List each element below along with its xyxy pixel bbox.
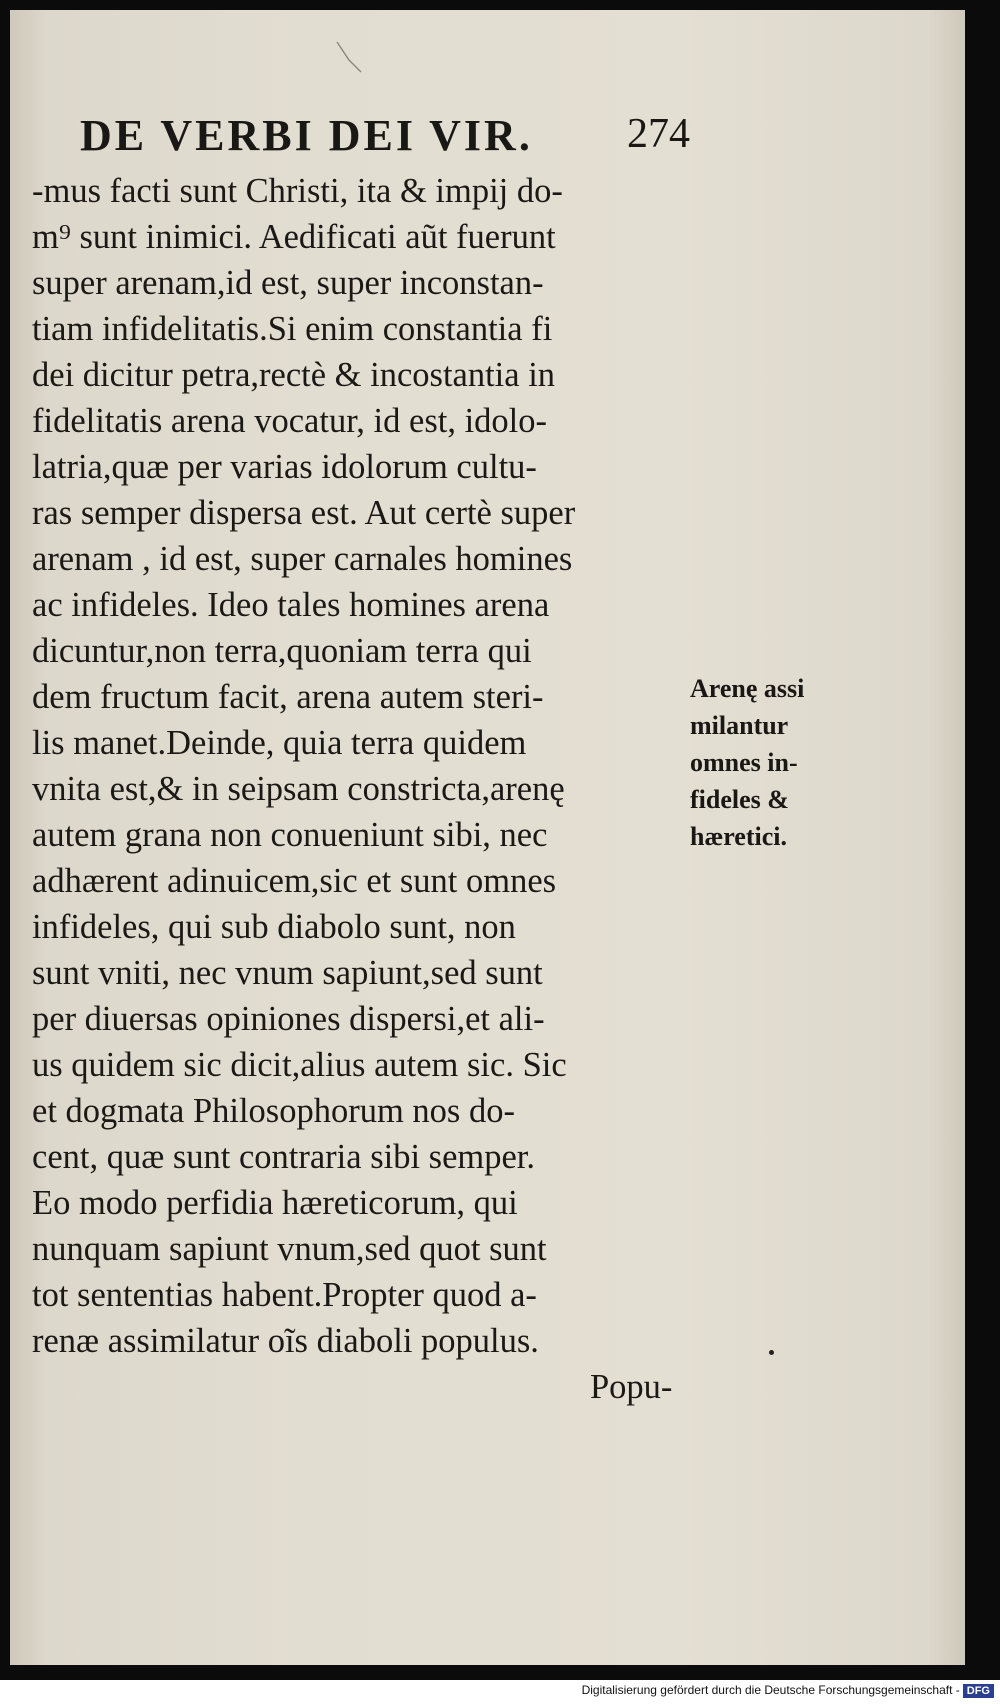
text-line: ac infideles. Ideo tales homines arena [32,586,550,624]
text-line: fidelitatis arena vocatur, id est, idolo- [32,402,547,440]
page-number: 274 [627,111,690,157]
marginal-note-line: Arenę assi [690,674,805,703]
page-header [70,110,690,170]
text-line: cent, quæ sunt contraria sibi semper. [32,1138,536,1176]
text-line: tiam infidelitatis.Si enim constantia fi [32,310,553,348]
text-line: dem fructum facit, arena autem steri- [32,678,544,716]
text-line: Eo modo perfidia hæreticorum, qui [32,1184,518,1222]
text-line: autem grana non conueniunt sibi, nec [32,816,548,854]
text-line: per diuersas opiniones dispersi,et ali- [32,1000,545,1038]
ink-speck [769,1350,774,1355]
text-line: -mus facti sunt Christi, ita & impij do- [32,172,563,210]
text-line: dicuntur,non terra,quoniam terra qui [32,632,532,670]
text-line: tot sententias habent.Propter quod a- [32,1276,537,1314]
text-line: renæ assimilatur oĩs diaboli populus. [32,1322,539,1360]
paper-crease [335,40,375,75]
credit-text: Digitalisierung gefördert durch die Deutsche Forschungsgemeinschaft - [581,1683,960,1697]
marginal-note-line: omnes in- [690,748,798,777]
text-line: nunquam sapiunt vnum,sed quot sunt [32,1230,547,1268]
text-line: ras semper dispersa est. Aut certè super [32,494,576,532]
book-page [10,10,965,1665]
text-line: m⁹ sunt inimici. Aedificati aũt fuerunt [32,218,556,256]
text-line: sunt vniti, nec vnum sapiunt,sed sunt [32,954,543,992]
text-line: lis manet.Deinde, quia terra quidem [32,724,527,762]
marginal-note [690,670,860,855]
marginal-note-line: milantur [690,711,789,740]
text-line: super arenam,id est, super inconstan- [32,264,544,302]
text-line: latria,quæ per varias idolorum cultu- [32,448,537,486]
running-title: DE VERBI DEI VIR. [80,111,533,160]
digitization-credit [582,1683,994,1698]
catchword: Popu- [590,1368,673,1406]
text-line: arenam , id est, super carnales homines [32,540,573,578]
dfg-logo: DFG [963,1684,994,1698]
text-line: adhærent adinuicem,sic et sunt omnes [32,862,557,900]
text-line: et dogmata Philosophorum nos do- [32,1092,515,1130]
text-line: dei dicitur petra,rectè & incostantia in [32,356,556,394]
marginal-note-line: hæretici. [690,822,787,851]
marginal-note-line: fideles & [690,785,789,814]
text-line: us quidem sic dicit,alius autem sic. Sic [32,1046,567,1084]
text-line: vnita est,& in seipsam constricta,arenę [32,770,565,808]
text-line: infideles, qui sub diabolo sunt, non [32,908,516,946]
